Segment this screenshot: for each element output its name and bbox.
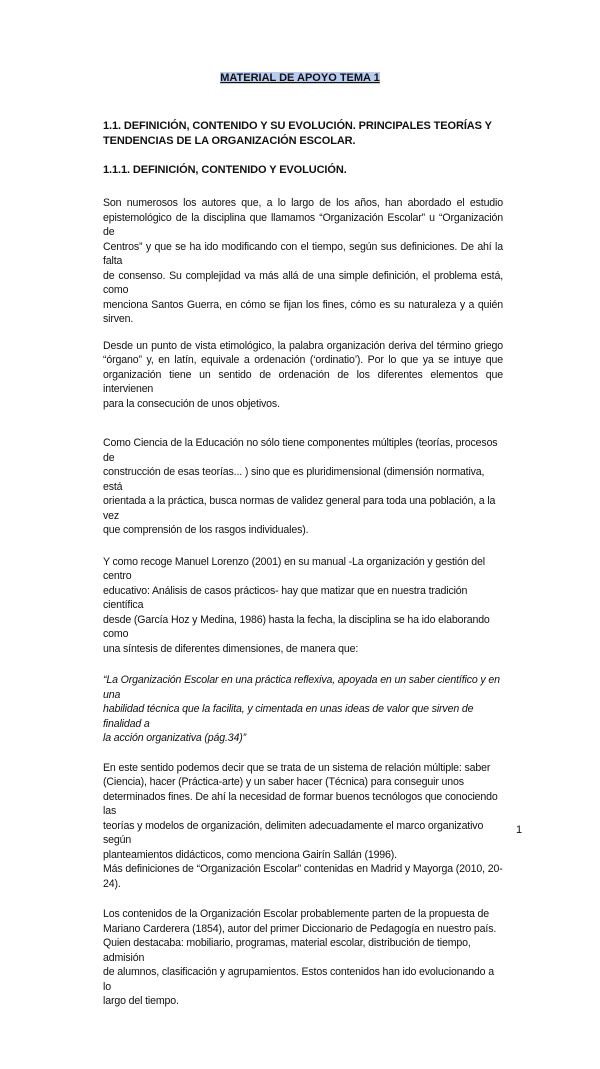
paragraph-1: Son numerosos los autores que, a lo largo de los años, han abordado el estudio epistemológico de la disciplina que llamamos “Organización Escolar” u “Organización de Centros” y que se ha ido modificando con el tiempo, según sus definiciones. De ahí la falta de consenso. Su complejidad va más allá de una simple definición, el problema está, como menciona Santos Guerra, en cómo se fijan los fines, cómo es su naturaleza y a quién sirven. [103,197,503,325]
paragraph-4: Y como recoge Manuel Lorenzo (2001) en su manual -La organización y gestión del centro educativo: Análisis de casos prácticos- hay que matizar que en nuestra tradición científica desde (García Hoz y Medina, 1986) hasta la fecha, la disciplina se ha ido elaborando como una síntesis de diferentes dimensiones, de manera que: [103,555,490,655]
section-heading: 1.1. DEFINICIÓN, CONTENIDO Y SU EVOLUCIÓN. PRINCIPALES TEORÍAS Y TENDENCIAS DE LA ORGANIZACIÓN ESCOLAR. [103,120,492,147]
page-number: 1 [516,824,523,836]
paragraph-6: Los contenidos de la Organización Escolar probablemente parten de la propuesta de Mariano Carderera (1854), autor del primer Diccionario de Pedagogía en nuestro país. Quien destacaba: mobiliario, programas, material escolar, distribución de tiempo, admisión de alumnos, clasificación y agrupamientos. Estos contenidos han ido evolucionando a lo largo del tiempo. [103,908,497,1007]
paragraph-5: En este sentido podemos decir que se trata de un sistema de relación múltiple: saber (Ciencia), hacer (Práctica-arte) y un saber hacer (Técnica) para conseguir unos determinados fines. De ahí la necesidad de formar buenos tecnólogos que conociendo las teorías y modelos de organización, delimiten adecuadamente el marco organizativo según planteamientos didácticos, como menciona Gairín Sallán (1996). Más definiciones de “Organización Escolar” contenidas en Madrid y Mayorga (2010, 20-24). [103,761,503,890]
subsection-heading: 1.1.1. DEFINICIÓN, CONTENIDO Y EVOLUCIÓN. [103,164,347,176]
paragraph-3: Como Ciencia de la Educación no sólo tiene componentes múltiples (teorías, procesos de construcción de esas teorías... ) sino que es pluridimensional (dimensión normativa, está orientada a la práctica, busca normas de validez general para toda una población, a la vez que comprensión de los rasgos individuales). [103,437,498,536]
paragraph-2: Desde un punto de vista etimológico, la palabra organización deriva del término griego “órgano” y, en latín, equivale a ordenación (‘ordinatio’). Por lo que ya se intuye que organización tiene un sentido de ordenación de los diferentes elementos que intervienen para la consecución de unos objetivos. [103,339,503,410]
document-body [103,119,503,1069]
quote: “La Organización Escolar en una práctica reflexiva, apoyada en un saber científico y en una habilidad técnica que la facilita, y cimentada en unas ideas de valor que sirven de finalidad a la acción organizativa (pág.34)” [103,674,500,744]
document-title: MATERIAL DE APOYO TEMA 1 [220,72,380,84]
